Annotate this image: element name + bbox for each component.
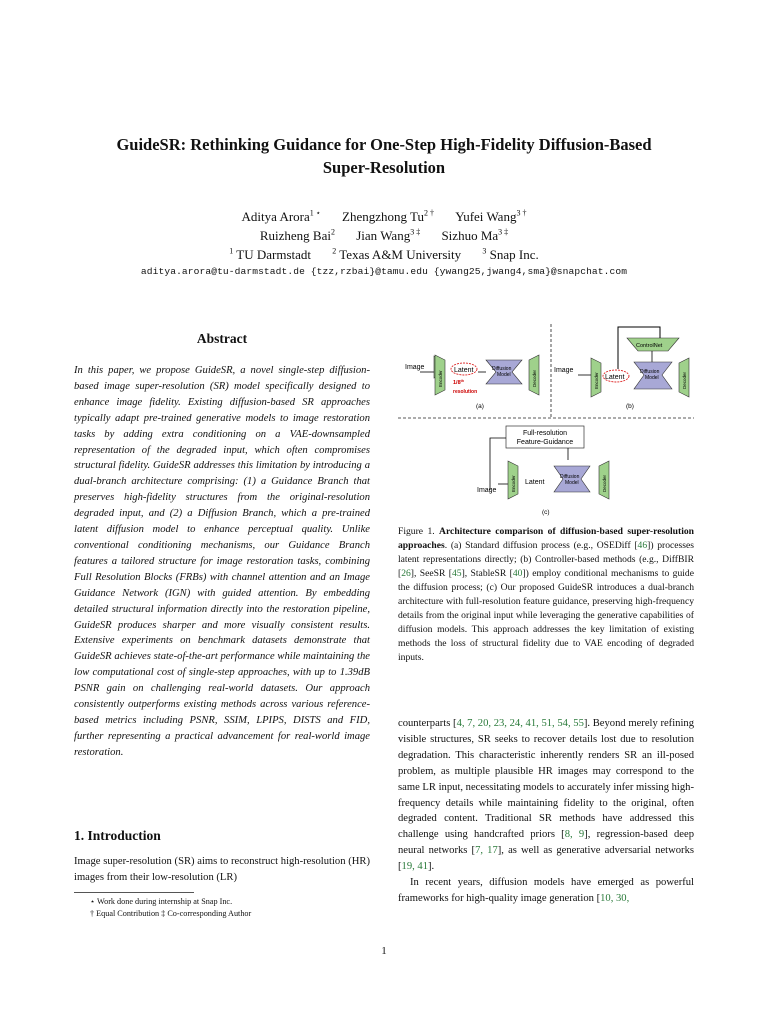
diffusion-label-a: Diffusion [492,366,512,372]
page-number: 1 [381,945,387,957]
author: Zhengzhong $Tu^{2 \dagger}$ [342,208,435,224]
title-line-2: Super-Resolution [322,158,446,177]
citation-link[interactable]: 8, 9 [564,829,585,841]
author: Jian Wang$^{3 \ddagger}$ [356,227,421,243]
caption-label: Figure 1. [398,526,435,537]
citation-link[interactable]: 4, 7, 20, 23, 24, 41, 51, 54, 55 [456,718,584,729]
paper-title [0,133,768,179]
footnote-rule [74,892,194,893]
affiliations [0,245,768,264]
latent-label-b: Latent [605,374,625,381]
label-image-a: Image [405,364,425,371]
latent-label-c: Latent [525,479,545,486]
author: Aditya Arora$^{1 ⋆}$ [241,208,321,224]
intro-continued [398,716,694,907]
frfg-label-1: Full-resolution [523,430,567,437]
authors-line-1 [0,207,768,226]
decoder-label-c: Decoder [602,474,607,492]
decoder-label-b: Decoder [682,371,687,389]
citation-link[interactable]: 19, 41 [401,861,429,873]
frfg-label-2: Feature-Guidance [516,439,574,446]
resolution-fraction: 1/8th [453,379,464,386]
footnotes [90,896,251,920]
author: Yufei Wang$^{3 \dagger}$ [455,208,527,224]
authors-line-2 [0,226,768,245]
diffusion-label-b: Diffusion [640,369,660,375]
paragraph: counterparts [4, 7, 20, 23, 24, 41, 51, 54, 55]. Beyond merely refining visible structures, SR seeks to recover details lost due to resolution degradation. This characteristic inherently renders SR an ill-posed problem, as multiple plausible HR images may correspond to the same LR input, necessitating models to accurately infer missing high-frequency details while maintaining fidelity to the original, often degraded content. Traditional SR methods have addressed this challenge using handcrafted priors [8, 9], regression-based deep neural networks [7, 17], as well as generative adversarial networks [19, 41]. [398,718,695,873]
subfig-label-a: (a) [476,403,484,410]
footnote: † Equal Contribution ‡ Co-corresponding Author [90,909,252,918]
title-line-1: GuideSR: Rethinking Guidance for One-Step High-Fidelity Diffusion-Based [116,135,652,154]
affiliation: $^2$ Texas A&M University [332,246,462,262]
encoder-label-c: Encoder [511,475,516,492]
encoder-label-b: Encoder [594,372,599,389]
architecture-figure [398,322,694,518]
latent-label-a: Latent [454,367,474,374]
footnote: ⋆ Work done during internship at Snap Inc. [90,897,233,906]
author-block [0,207,768,264]
author-emails: aditya.arora@tu-darmstadt.de {tzz,rzbai}@tamu.edu {ywang25,jwang4,sma}@snapchat.com [140,266,628,277]
abstract-heading: Abstract [196,331,248,346]
affiliation: $^3$ Snap Inc. [482,246,539,262]
caption-title: Architecture comparison of diffusion-based super-resolution approaches [398,526,694,551]
citation-link[interactable]: 10, 30, [600,892,630,904]
decoder-label-a: Decoder [532,369,537,387]
resolution-label: resolution [453,389,478,395]
affiliation: $^1$ TU Darmstadt [229,246,311,262]
model-label-c: Model [565,480,579,486]
abstract-text: In this paper, we propose GuideSR, a novel single-step diffusion-based image super-resolution (SR) model specifically designed to enhance image fidelity. Existing diffusion-based SR approaches typically adapt pre-trained generative models to image restoration tasks by adding extra conditioning on a VAE-downsampled representation of the degraded input, which often compromises structural fidelity. GuideSR addresses this limitation by introducing a dual-branch architecture comprising: (1) a Guidance Branch that preserves high-fidelity structures from the original-resolution degraded input, and (2) a Diffusion Branch, which a pre-trained latent diffusion model to enhance perceptual quality. Unlike conventional conditioning mechanisms, our Guidance Branch features a tailored structure for image restoration tasks, combining Full Resolution Blocks (FRBs) with channel attention and an Image Guidance Network (IGN) with guided attention. By embedding detailed structural information directly into the restoration pipeline, GuideSR produces sharper and more visually consistent results. Extensive experiments on benchmark datasets demonstrate that GuideSR achieves state-of-the-art performance while maintaining the low computational cost of single-step approaches, with up to 1.39dB PSNR gain on challenging real-world datasets. Our approach consistently outperforms existing methods across various reference-based metrics including PSNR, SSIM, LPIPS, DISTS and FID, further representing a practical advancement for real-world image restoration. [74,365,370,758]
diffusion-label-c: Diffusion [560,474,580,480]
paragraph: In recent years, diffusion models have emerged as powerful frameworks for high-quality image generation [10, 30, [398,877,694,904]
model-label-a: Model [497,372,511,378]
intro-text: Image super-resolution (SR) aims to reconstruct high-resolution (HR) images from their low-resolution (LR) [74,856,370,883]
author: Ruizheng Bai$^2$ [259,227,335,243]
citation-link[interactable]: 26 [401,568,411,579]
author: Sizhuo $Ma^{3 \ddagger}$ [441,227,509,243]
encoder-label-a: Encoder [438,370,443,387]
arrow [490,438,506,490]
subfig-label-c: (c) [542,509,550,516]
label-image-c: Image [477,487,497,494]
intro-heading: 1. Introduction [74,828,161,843]
figure-caption: Figure 1. Architecture comparison of diffusion-based super-resolution approaches. (a) Standard diffusion process (e.g., OSEDiff [46]) processes latent representations directly; (b) Controller-based methods (e.g., DiffBIR [26], SeeSR [45], StableSR [40]) employ conditional mechanisms to guide the diffusion process; (c) Our proposed GuideSR introduces a dual-branch architecture with full-resolution feature guidance, preserving high-frequency details from the original input while leveraging the generative capabilities of diffusion models. This approach addresses the key limitation of existing methods the loss of structural fidelity due to VAE encoding of degraded inputs. [398,526,694,663]
controlnet-label: ControlNet [636,343,663,349]
citation-link[interactable]: 45 [451,568,462,579]
citation-link[interactable]: 7, 17 [475,845,498,857]
model-label-b: Model [645,375,659,381]
label-image-b: Image [554,367,574,374]
citation-link[interactable]: 40 [512,568,523,579]
citation-link[interactable]: 46 [637,540,648,551]
subfig-label-b: (b) [626,403,634,410]
